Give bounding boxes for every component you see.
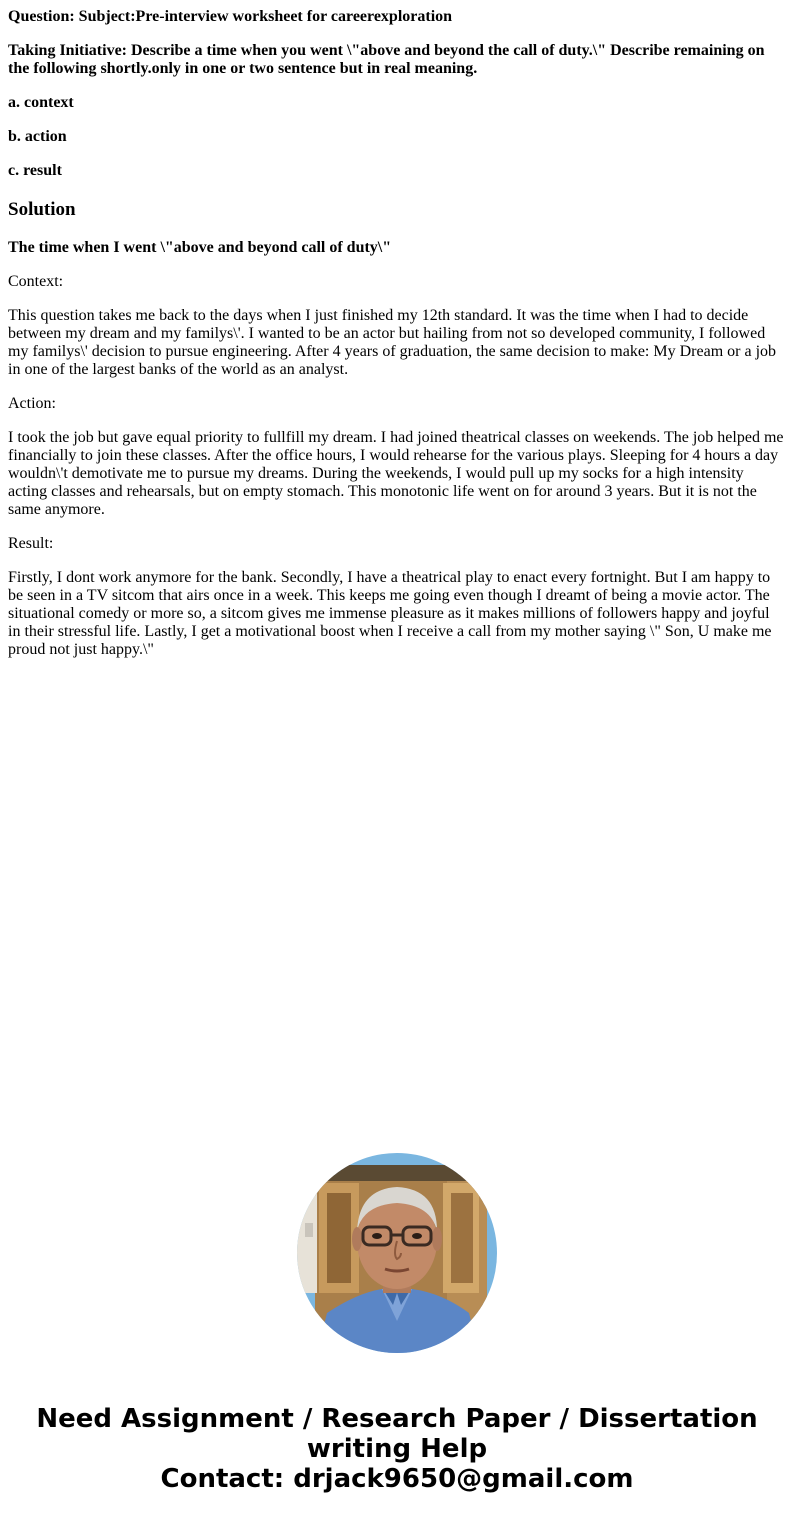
action-label: Action:: [8, 395, 56, 412]
result-paragraph: Firstly, I dont work anymore for the bank. Secondly, I have a theatrical play to enact every fortnight. But I am happy to be seen in a TV sitcom that airs once in a week. This keeps me going even though I dreamt of being a movie actor. The situational comedy or more so, a sitcom gives me immense pleasure as it makes millions of followers happy and joyful in their stressful life. Lastly, I get a motivational boost when I receive a call from my mother saying \" Son, U make me proud not just happy.\": [8, 569, 772, 658]
question-prompt: Taking Initiative: Describe a time when you went \"above and beyond the call of duty.\" Describe remaining on the following shortly.only in one or two sentence but in real meaning.: [8, 42, 765, 77]
result-label: Result:: [8, 535, 54, 552]
portrait-image: [297, 1153, 497, 1353]
question-item-result: c. result: [8, 162, 62, 179]
context-paragraph: This question takes me back to the days when I just finished my 12th standard. It was the time when I had to decide between my dream and my familys\'. I wanted to be an actor but hailing from not so developed community, I followed my familys\' decision to pursue engineering. After 4 years of graduation, the same decision to make: My Dream or a job in one of the largest banks of the world as an analyst.: [8, 307, 777, 378]
solution-heading: Solution: [8, 199, 76, 220]
context-label: Context:: [8, 273, 64, 290]
question-title: Question: Subject:Pre-interview worksheet for careerexploration: [8, 8, 453, 25]
footer-line-1: Need Assignment / Research Paper / Dissertation: [36, 1404, 758, 1434]
footer-line-2: writing Help: [306, 1434, 488, 1464]
answer-heading: The time when I went \"above and beyond call of duty\": [8, 239, 392, 256]
question-item-context: a. context: [8, 94, 74, 111]
action-paragraph: I took the job but gave equal priority to fullfill my dream. I had joined theatrical classes on weekends. The job helped me financially to join these classes. After the office hours, I would rehearse for the various plays. Sleeping for 4 hours a day wouldn\'t demotivate me to pursue my dreams. During the weekends, I would pull up my socks for a high intensity acting classes and rehearsals, but on empty stomach. This monotonic life went on for around 3 years. But it is not the same anymore.: [8, 429, 784, 518]
contact-footer: [0, 1404, 794, 1494]
footer-contact-line: Contact: drjack9650@gmail.com: [160, 1464, 634, 1494]
question-item-action: b. action: [8, 128, 67, 145]
author-avatar: [297, 1153, 497, 1353]
